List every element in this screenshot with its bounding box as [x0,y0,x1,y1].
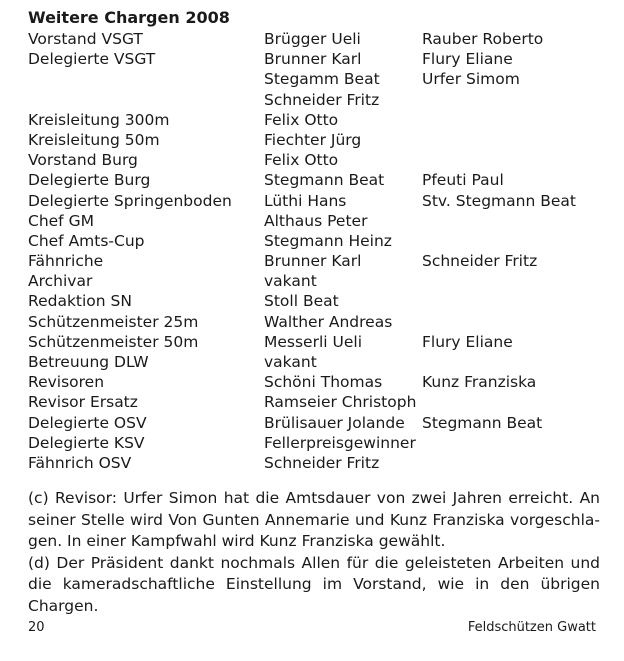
name2-cell: Urfer Simom [422,70,520,89]
table-row [28,372,608,392]
name2-cell: Rauber Roberto [422,30,544,48]
name1-cell: vakant [264,353,317,371]
name2-cell: Flury Eliane [422,332,513,351]
name1-cell: Schneider Fritz [264,90,380,109]
table-row [28,433,608,453]
role-cell: Delegierte Springenboden [28,191,232,210]
name1-cell: Felix Otto [264,151,339,170]
name2-cell [422,211,608,231]
name2-cell [422,271,608,291]
role-cell: Delegierte VSGT [28,50,156,69]
table-row [28,110,608,130]
table-row [28,69,608,89]
role-cell: Fähnrich OSV [28,453,132,472]
name2-cell [422,231,608,251]
name1-cell: Fellerpreisgewinner [264,433,416,452]
name2-cell: Stv. Stegmann Beat [422,191,576,210]
name1-cell: Althaus Peter [264,211,368,230]
name2-cell [422,392,608,412]
role-cell: Delegierte KSV [28,433,145,452]
table-row [28,49,608,69]
publication-name: Feldschützen Gwatt [467,620,596,635]
table-row [28,130,608,150]
note-c: (c) Revisor: Urfer Simon hat die Amtsdauer von zwei Jahren erreicht. An seiner Stelle wird Von Gunten Annemarie und Kunz Franziska vorgeschla-gen. In einer Kampfwahl wird Kunz Franziska gewählt. [28,489,600,550]
name2-cell [422,433,608,453]
table-row [28,291,608,311]
table-row [28,231,608,251]
table-row [28,251,608,271]
table-row [28,413,608,433]
name2-cell [422,130,608,150]
name2-cell [422,90,608,110]
role-cell: Betreuung DLW [28,353,149,371]
name2-cell [422,110,608,130]
table-row [28,150,608,170]
role-cell [28,69,264,89]
name1-cell: Messerli Ueli [264,332,363,351]
name1-cell: Stegmann Heinz [264,231,392,250]
role-cell: Fähnriche [28,252,104,271]
role-cell: Vorstand VSGT [28,30,143,48]
table-row [28,191,608,211]
role-cell: Schützenmeister 50m [28,332,199,351]
name1-cell: Brunner Karl [264,50,362,69]
table-row [28,90,608,110]
role-cell: Archivar [28,272,93,291]
role-cell: Chef GM [28,211,94,230]
name2-cell: Pfeuti Paul [422,171,504,190]
role-cell: Kreisleitung 300m [28,110,170,129]
role-cell: Chef Amts-Cup [28,231,145,250]
name2-cell [422,291,608,311]
role-cell: Vorstand Burg [28,151,138,170]
note-d: (d) Der Präsident dankt nochmals Allen für die geleisteten Arbeiten und die kameradschaftliche Einstellung im Vorstand, wie in den übrigen Chargen. [28,553,600,615]
section-title: Weitere Chargen 2008 [28,8,230,27]
name1-cell: Felix Otto [264,110,339,129]
name1-cell: Schneider Fritz [264,453,380,472]
name1-cell: Stoll Beat [264,292,339,311]
name2-cell: Kunz Franziska [422,373,537,392]
name2-cell [422,352,608,372]
role-cell: Schützenmeister 25m [28,312,199,331]
name1-cell: Schöni Thomas [264,373,383,392]
table-row [28,352,608,372]
table-row [28,453,608,473]
table-row [28,170,608,190]
role-cell: Revisor Ersatz [28,393,138,412]
name1-cell: vakant [264,272,317,291]
role-cell: Revisoren [28,373,105,392]
name2-cell: Stegmann Beat [422,413,543,432]
name1-cell: Brügger Ueli [264,30,361,48]
chargen-table [28,29,608,473]
role-cell: Delegierte OSV [28,413,147,432]
name2-cell: Flury Eliane [422,50,513,69]
table-row [28,29,608,49]
notes-section [28,488,600,617]
name1-cell: Ramseier Christoph [264,393,417,412]
name1-cell: Stegmann Beat [264,171,385,190]
name2-cell [422,453,608,473]
name1-cell: Brülisauer Jolande [264,413,405,432]
table-row [28,211,608,231]
name1-cell: Walther Andreas [264,312,393,331]
role-cell [28,90,264,110]
page-number: 20 [28,620,45,635]
name2-cell [422,312,608,332]
table-row [28,332,608,352]
table-row [28,312,608,332]
name2-cell [422,150,608,170]
role-cell: Redaktion SN [28,292,132,311]
table-row [28,392,608,412]
role-cell: Kreisleitung 50m [28,130,160,149]
table-row [28,271,608,291]
name1-cell: Fiechter Jürg [264,130,362,149]
name1-cell: Lüthi Hans [264,191,347,210]
role-cell: Delegierte Burg [28,171,151,190]
name2-cell: Schneider Fritz [422,252,538,271]
name1-cell: Stegamm Beat [264,70,380,89]
name1-cell: Brunner Karl [264,252,362,271]
